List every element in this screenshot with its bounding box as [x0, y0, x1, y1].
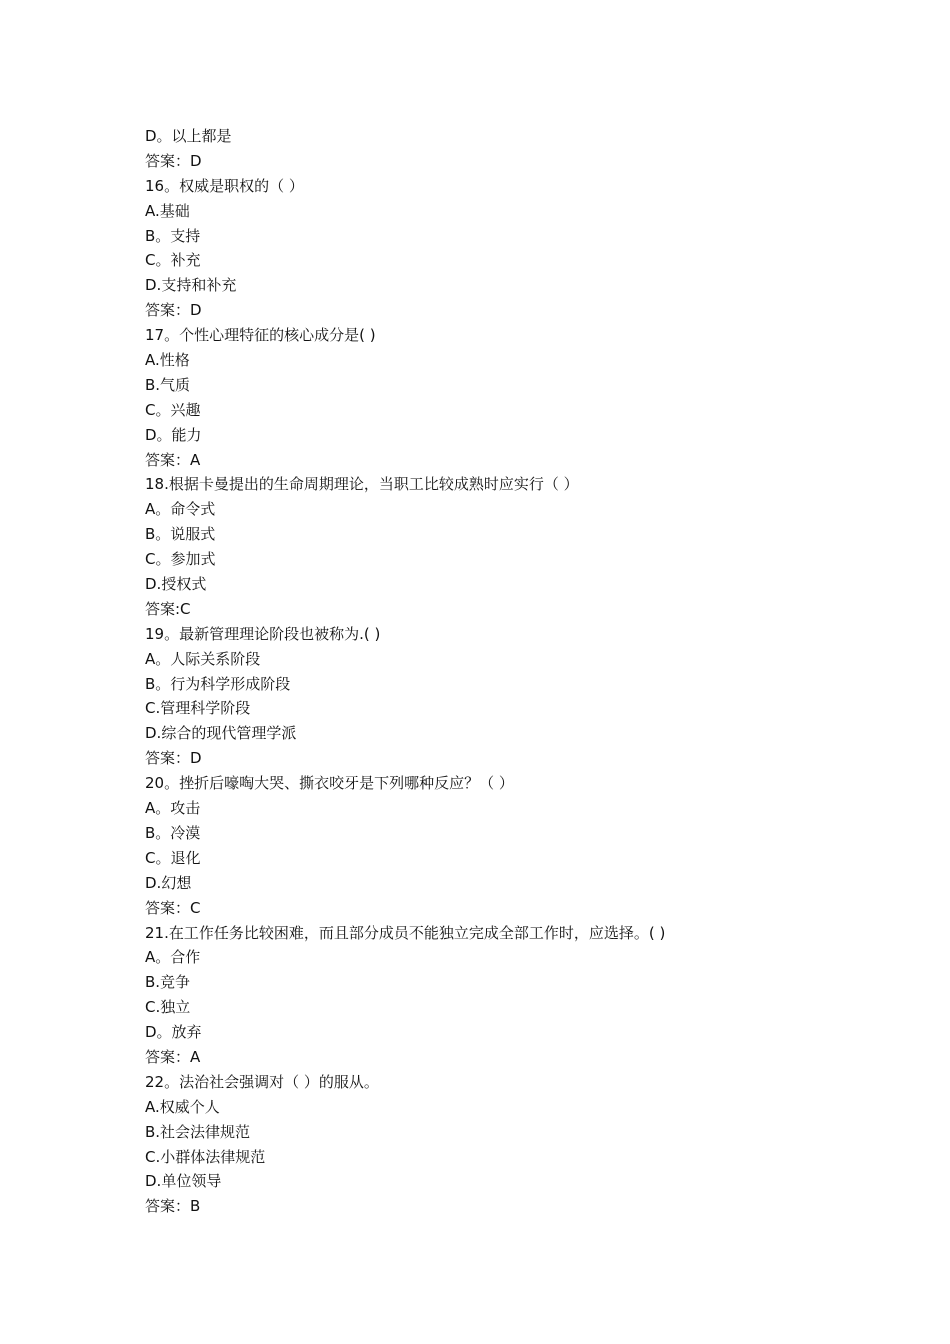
question-20: 20。挫折后嚎啕大哭、撕衣咬牙是下列哪种反应？（ ）	[145, 774, 514, 793]
option-a-q22: A.权威个人	[145, 1097, 220, 1116]
question-17: 17。个性心理特征的核心成分是( )	[145, 326, 376, 345]
option-a-q18: A。命令式	[145, 500, 216, 519]
option-c-q19: C.管理科学阶段	[145, 699, 251, 718]
question-16: 16。权威是职权的（ ）	[145, 176, 304, 195]
document-body	[145, 124, 845, 1219]
option-c-q22: C.小群体法律规范	[145, 1147, 266, 1166]
option-c-q21: C.独立	[145, 998, 191, 1017]
option-b-q22: B.社会法律规范	[145, 1122, 251, 1141]
option-c-q18: C。参加式	[145, 550, 216, 569]
option-d-q16: D.支持和补充	[145, 276, 237, 295]
question-22: 22。法治社会强调对（ ）的服从。	[145, 1072, 379, 1091]
option-d-q18: D.授权式	[145, 575, 207, 594]
option-c-q17: C。兴趣	[145, 400, 201, 419]
option-b-q21: B.竞争	[145, 973, 191, 992]
question-19: 19。最新管理理论阶段也被称为.( )	[145, 624, 381, 643]
answer-q18: 答案:C	[145, 599, 191, 618]
option-d-q19: D.综合的现代管理学派	[145, 724, 297, 743]
option-c-q16: C。补充	[145, 251, 201, 270]
option-a-q21: A。合作	[145, 948, 201, 967]
option-d-q15: D。以上都是	[145, 127, 232, 145]
answer-q17: 答案：A	[145, 450, 201, 469]
option-a-q17: A.性格	[145, 351, 190, 370]
question-21: 21.在工作任务比较困难，而且部分成员不能独立完成全部工作时，应选择。( )	[145, 923, 666, 942]
answer-q19: 答案：D	[145, 749, 202, 768]
option-d-q17: D。能力	[145, 425, 202, 444]
option-c-q20: C。退化	[145, 848, 201, 867]
option-a-q16: A.基础	[145, 201, 190, 220]
answer-q20: 答案：C	[145, 898, 201, 917]
option-b-q19: B。行为科学形成阶段	[145, 674, 291, 693]
option-a-q20: A。攻击	[145, 799, 201, 818]
answer-q16: 答案：D	[145, 301, 202, 320]
option-d-q20: D.幻想	[145, 873, 192, 892]
answer-q15: 答案：D	[145, 151, 202, 170]
answer-q21: 答案：A	[145, 1047, 201, 1066]
option-b-q17: B.气质	[145, 375, 191, 394]
answer-q22: 答案：B	[145, 1197, 201, 1216]
option-a-q19: A。人际关系阶段	[145, 649, 261, 668]
question-18: 18.根据卡曼提出的生命周期理论，当职工比较成熟时应实行（ ）	[145, 475, 579, 494]
option-b-q16: B。支持	[145, 226, 201, 245]
option-b-q18: B。说服式	[145, 525, 216, 544]
option-b-q20: B。冷漠	[145, 823, 201, 842]
option-d-q21: D。放弃	[145, 1023, 202, 1042]
option-d-q22: D.单位领导	[145, 1172, 222, 1191]
